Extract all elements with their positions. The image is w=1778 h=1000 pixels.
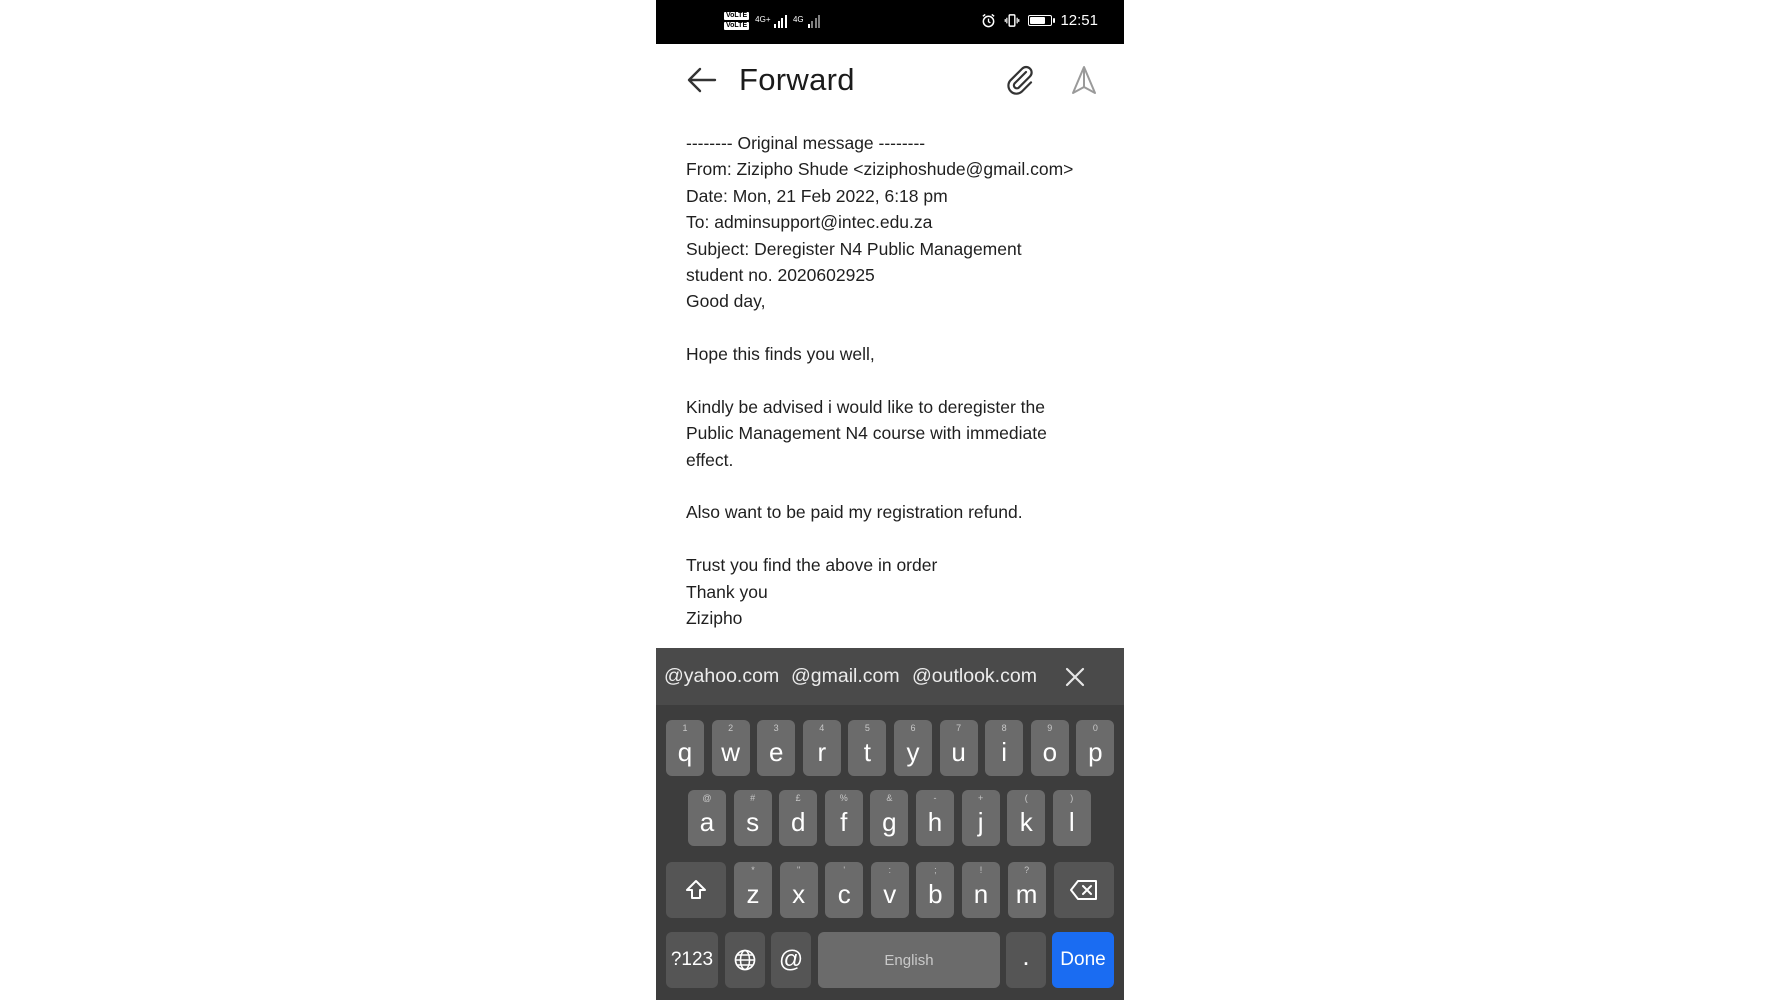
space-key-label: English <box>884 951 934 969</box>
key-letter: e <box>768 737 784 767</box>
message-line: Hope this finds you well, <box>686 344 875 365</box>
message-line: Thank you <box>686 581 768 602</box>
send-icon <box>1070 65 1098 95</box>
vibrate-icon <box>1004 13 1020 28</box>
period-key-label: . <box>1022 941 1030 971</box>
key-letter: y <box>906 737 920 767</box>
message-line: Public Management N4 course with immediate <box>686 423 1047 444</box>
key-b[interactable] <box>916 862 954 918</box>
key-hint: # <box>750 793 756 803</box>
message-line: Good day, <box>686 291 766 312</box>
status-bar <box>656 0 1124 44</box>
key-letter: t <box>863 737 871 767</box>
key-r[interactable] <box>803 720 841 776</box>
period-key[interactable] <box>1006 932 1046 988</box>
key-letter: v <box>883 879 897 909</box>
key-letter: j <box>977 807 984 837</box>
message-line: Zizipho <box>686 608 743 629</box>
message-line: student no. 2020602925 <box>686 264 875 285</box>
key-letter: q <box>677 737 693 767</box>
message-line: Kindly be advised i would like to deregister the <box>686 396 1045 417</box>
key-hint: ) <box>1070 793 1074 803</box>
key-letter: k <box>1019 807 1033 837</box>
status-right <box>981 12 1098 29</box>
key-i[interactable] <box>985 720 1023 776</box>
back-button[interactable] <box>684 62 720 98</box>
key-hint: 9 <box>1047 723 1053 733</box>
clock: 12:51 <box>1060 12 1098 29</box>
key-s[interactable] <box>734 790 772 846</box>
key-hint: * <box>751 865 755 875</box>
message-line <box>686 473 1106 499</box>
key-h[interactable] <box>916 790 954 846</box>
message-line: To: adminsupport@intec.edu.za <box>686 212 933 233</box>
volte-badge-1: VoLTE <box>726 12 748 19</box>
key-letter: n <box>973 879 989 909</box>
key-letter: r <box>817 737 827 767</box>
key-n[interactable] <box>962 862 1000 918</box>
message-line: Date: Mon, 21 Feb 2022, 6:18 pm <box>686 185 948 206</box>
message-line: From: Zizipho Shude <ziziphoshude@gmail.com> <box>686 159 1074 180</box>
key-hint: @ <box>702 793 712 803</box>
key-letter: o <box>1042 737 1058 767</box>
backspace-icon <box>1069 879 1099 901</box>
close-icon <box>1065 667 1085 687</box>
shift-key[interactable] <box>666 862 726 918</box>
key-z[interactable] <box>734 862 772 918</box>
signal-bars-icon <box>774 15 787 28</box>
key-g[interactable] <box>870 790 908 846</box>
app-bar <box>656 44 1124 120</box>
key-l[interactable] <box>1053 790 1091 846</box>
message-line <box>686 526 1106 552</box>
key-hint: 4 <box>819 723 825 733</box>
arrow-left-icon <box>687 67 717 93</box>
key-hint: 5 <box>864 723 870 733</box>
key-hint: 1 <box>682 723 688 733</box>
key-hint: + <box>977 793 984 803</box>
at-key-label: @ <box>778 946 804 973</box>
key-p[interactable] <box>1076 720 1114 776</box>
phone-screen <box>656 0 1124 1000</box>
paperclip-icon <box>1005 64 1035 96</box>
message-line: Trust you find the above in order <box>686 555 938 576</box>
key-hint: 7 <box>956 723 962 733</box>
key-hint: £ <box>795 793 801 803</box>
message-line: effect. <box>686 449 734 470</box>
key-hint: " <box>796 865 801 875</box>
key-m[interactable] <box>1008 862 1046 918</box>
key-letter: x <box>792 879 806 909</box>
key-hint: % <box>839 793 848 803</box>
key-f[interactable] <box>825 790 863 846</box>
key-letter: d <box>790 807 806 837</box>
key-hint: 0 <box>1092 723 1098 733</box>
volte-badge-2: VoLTE <box>726 22 748 29</box>
key-d[interactable] <box>779 790 817 846</box>
key-hint: - <box>933 793 937 803</box>
key-a[interactable] <box>688 790 726 846</box>
key-q[interactable] <box>666 720 704 776</box>
key-t[interactable] <box>848 720 886 776</box>
key-w[interactable] <box>712 720 750 776</box>
key-k[interactable] <box>1007 790 1045 846</box>
key-o[interactable] <box>1031 720 1069 776</box>
message-line: -------- Original message -------- <box>686 133 926 153</box>
key-hint: 2 <box>728 723 734 733</box>
close-suggestions-button[interactable] <box>1060 662 1090 692</box>
key-letter: u <box>951 737 966 767</box>
key-letter: h <box>927 807 943 837</box>
key-letter: g <box>882 807 897 837</box>
suggestion-bar <box>656 648 1124 705</box>
key-letter: s <box>746 807 760 837</box>
message-body[interactable] <box>686 130 1106 631</box>
key-v[interactable] <box>871 862 909 918</box>
key-u[interactable] <box>940 720 978 776</box>
attach-button[interactable] <box>1000 60 1040 100</box>
key-letter: m <box>1015 879 1038 909</box>
key-hint: ; <box>934 865 937 875</box>
send-button[interactable] <box>1064 60 1104 100</box>
done-key[interactable] <box>1052 932 1114 988</box>
key-hint: ? <box>1024 865 1030 875</box>
suggestion-outlook[interactable]: @outlook.com <box>912 665 1037 687</box>
suggestion-yahoo[interactable]: @yahoo.com <box>664 665 780 687</box>
key-letter: p <box>1088 737 1103 767</box>
signal-bars-icon <box>808 15 821 28</box>
message-line <box>686 368 1106 394</box>
volte-badges <box>724 12 749 30</box>
signal-2 <box>793 15 820 28</box>
key-letter: l <box>1068 807 1075 837</box>
globe-icon <box>733 948 757 972</box>
symbols-key[interactable] <box>666 932 718 988</box>
network-type-2: 4G <box>792 14 804 24</box>
done-key-label: Done <box>1060 949 1106 970</box>
signal-1 <box>755 15 787 28</box>
alarm-icon <box>981 13 996 28</box>
signal-indicators <box>724 12 820 30</box>
key-letter: i <box>1001 737 1008 767</box>
space-key[interactable] <box>818 932 1000 988</box>
key-hint: ' <box>843 865 846 875</box>
key-letter: w <box>721 737 740 767</box>
key-letter: a <box>699 807 715 837</box>
key-c[interactable] <box>825 862 863 918</box>
page-title: Forward <box>739 62 855 97</box>
key-letter: f <box>840 807 848 837</box>
language-key[interactable] <box>725 932 765 988</box>
backspace-key[interactable] <box>1054 862 1114 918</box>
suggestion-gmail[interactable]: @gmail.com <box>791 665 900 687</box>
key-hint: : <box>888 865 892 875</box>
at-key[interactable] <box>771 932 811 988</box>
shift-icon <box>684 878 708 902</box>
key-letter: c <box>837 879 851 909</box>
on-screen-keyboard <box>656 648 1124 1000</box>
message-line: Also want to be paid my registration refund. <box>686 502 1023 523</box>
key-e[interactable] <box>757 720 795 776</box>
key-hint: & <box>886 793 893 803</box>
key-letter: z <box>746 879 760 909</box>
key-j[interactable] <box>962 790 1000 846</box>
key-hint: 6 <box>910 723 916 733</box>
message-line <box>686 315 1106 341</box>
key-hint: 8 <box>1001 723 1007 733</box>
battery-icon <box>1028 15 1052 26</box>
key-hint: ! <box>979 865 983 875</box>
key-hint: 3 <box>773 723 779 733</box>
key-letter: b <box>928 879 943 909</box>
network-type-1: 4G+ <box>755 14 771 24</box>
symbols-key-label: ?123 <box>670 949 714 970</box>
key-hint: ( <box>1024 793 1028 803</box>
key-y[interactable] <box>894 720 932 776</box>
message-line: Subject: Deregister N4 Public Management <box>686 238 1022 259</box>
key-x[interactable] <box>780 862 818 918</box>
